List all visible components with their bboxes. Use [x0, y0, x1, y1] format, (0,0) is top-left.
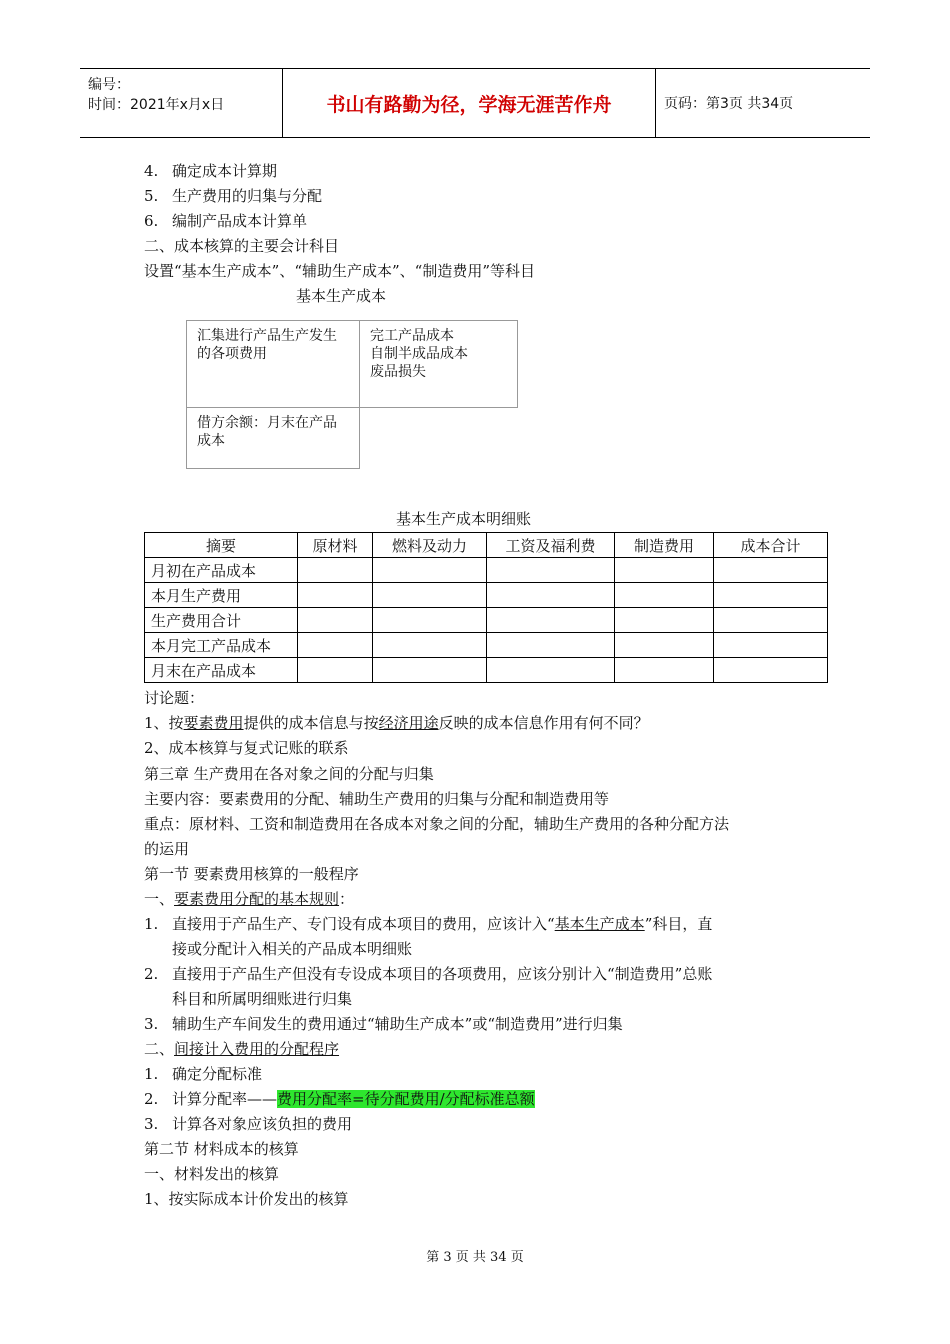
- col-header: 燃料及动力: [373, 533, 487, 558]
- credit-line: 完工产品成本: [370, 328, 454, 344]
- rule-3: 3. 辅助生产车间发生的费用通过“辅助生产成本”或“制造费用”进行归集: [144, 1015, 623, 1033]
- code-label: 编号：: [88, 77, 130, 93]
- table-row: [145, 608, 828, 633]
- table-row: [145, 558, 828, 583]
- rule-2-cont: 科目和所属明细账进行归集: [172, 990, 353, 1008]
- table-header-row: [145, 533, 828, 558]
- rule-2: 2. 直接用于产品生产但没有专设成本项目的各项费用，应该分别计入“制造费用”总账: [144, 965, 713, 983]
- col-header: 摘要: [145, 533, 298, 558]
- row-label: 月末在产品成本: [145, 658, 298, 683]
- row-label: 本月生产费用: [145, 583, 298, 608]
- step-5: 5. 生产费用的归集与分配: [144, 187, 323, 205]
- chapter-title: 第三章 生产费用在各对象之间的分配与归集: [144, 765, 434, 783]
- header-meta: [88, 75, 283, 115]
- table-row: [145, 583, 828, 608]
- chapter-content: 主要内容：要素费用的分配、辅助生产费用的归集与分配和制造费用等: [144, 790, 610, 808]
- procedure-1: 1. 确定分配标准: [144, 1065, 263, 1083]
- step-6: 6. 编制产品成本计算单: [144, 212, 308, 230]
- credit-line: 自制半成品成本: [370, 346, 468, 362]
- page-label: 页码：第3页 共34页: [664, 96, 794, 112]
- discussion-q2: 2、成本核算与复式记账的联系: [144, 739, 349, 757]
- table-row: [145, 658, 828, 683]
- procedure-3: 3. 计算各对象应该负担的费用: [144, 1115, 353, 1133]
- subsection-item: 1、按实际成本计价发出的核算: [144, 1190, 349, 1208]
- procedure-2: 2. 计算分配率——费用分配率=待分配费用/分配标准总额: [144, 1090, 535, 1108]
- chapter-key: 重点：原材料、工资和制造费用在各成本对象之间的分配，辅助生产费用的各种分配方法: [144, 815, 730, 833]
- rule-1-cont: 接或分配计入相关的产品成本明细账: [172, 940, 413, 958]
- rule-1: 1. 直接用于产品生产、专门设有成本项目的费用，应该计入“基本生产成本”科目，直: [144, 915, 713, 933]
- chapter-key-cont: 的运用: [144, 840, 190, 858]
- page-footer: 第 3 页 共 34 页: [426, 1250, 524, 1265]
- credit-line: 废品损失: [370, 364, 426, 380]
- col-header: 制造费用: [615, 533, 714, 558]
- section1-title: 第一节 要素费用核算的一般程序: [144, 865, 359, 883]
- col-header: 原材料: [298, 533, 373, 558]
- discussion-q1: 1、按要素费用提供的成本信息与按经济用途反映的成本信息作用有何不同？: [144, 714, 649, 732]
- col-header: 成本合计: [714, 533, 828, 558]
- page-header: [80, 68, 870, 138]
- section-title: 二、成本核算的主要会计科目: [144, 237, 340, 255]
- subsection-title: 一、材料发出的核算: [144, 1165, 280, 1183]
- motto: 书山有路勤为径，学海无涯苦作舟: [282, 69, 656, 137]
- formula-highlight: 费用分配率=待分配费用/分配标准总额: [277, 1090, 535, 1108]
- t-account-title: 基本生产成本: [296, 287, 387, 305]
- ledger-title: 基本生产成本明细账: [396, 510, 532, 528]
- table-row: [145, 633, 828, 658]
- t-account-credit: [359, 320, 518, 408]
- section2-title: 第二节 材料成本的核算: [144, 1140, 299, 1158]
- section-line: 设置“基本生产成本”、“辅助生产成本”、“制造费用”等科目: [144, 262, 536, 280]
- procedure-heading: 二、间接计入费用的分配程序: [144, 1040, 340, 1058]
- rule-heading: 一、要素费用分配的基本规则：: [144, 890, 355, 908]
- step-4: 4. 确定成本计算期: [144, 162, 278, 180]
- t-account-debit: 汇集进行产品生产发生的各项费用: [186, 320, 360, 408]
- time-label: 时间：2021年x月x日: [88, 97, 225, 113]
- row-label: 生产费用合计: [145, 608, 298, 633]
- row-label: 月初在产品成本: [145, 558, 298, 583]
- ledger-table: [144, 532, 828, 683]
- t-account-balance: 借方余额：月末在产品成本: [186, 407, 360, 469]
- col-header: 工资及福利费: [487, 533, 615, 558]
- discussion-title: 讨论题：: [144, 689, 205, 707]
- row-label: 本月完工产品成本: [145, 633, 298, 658]
